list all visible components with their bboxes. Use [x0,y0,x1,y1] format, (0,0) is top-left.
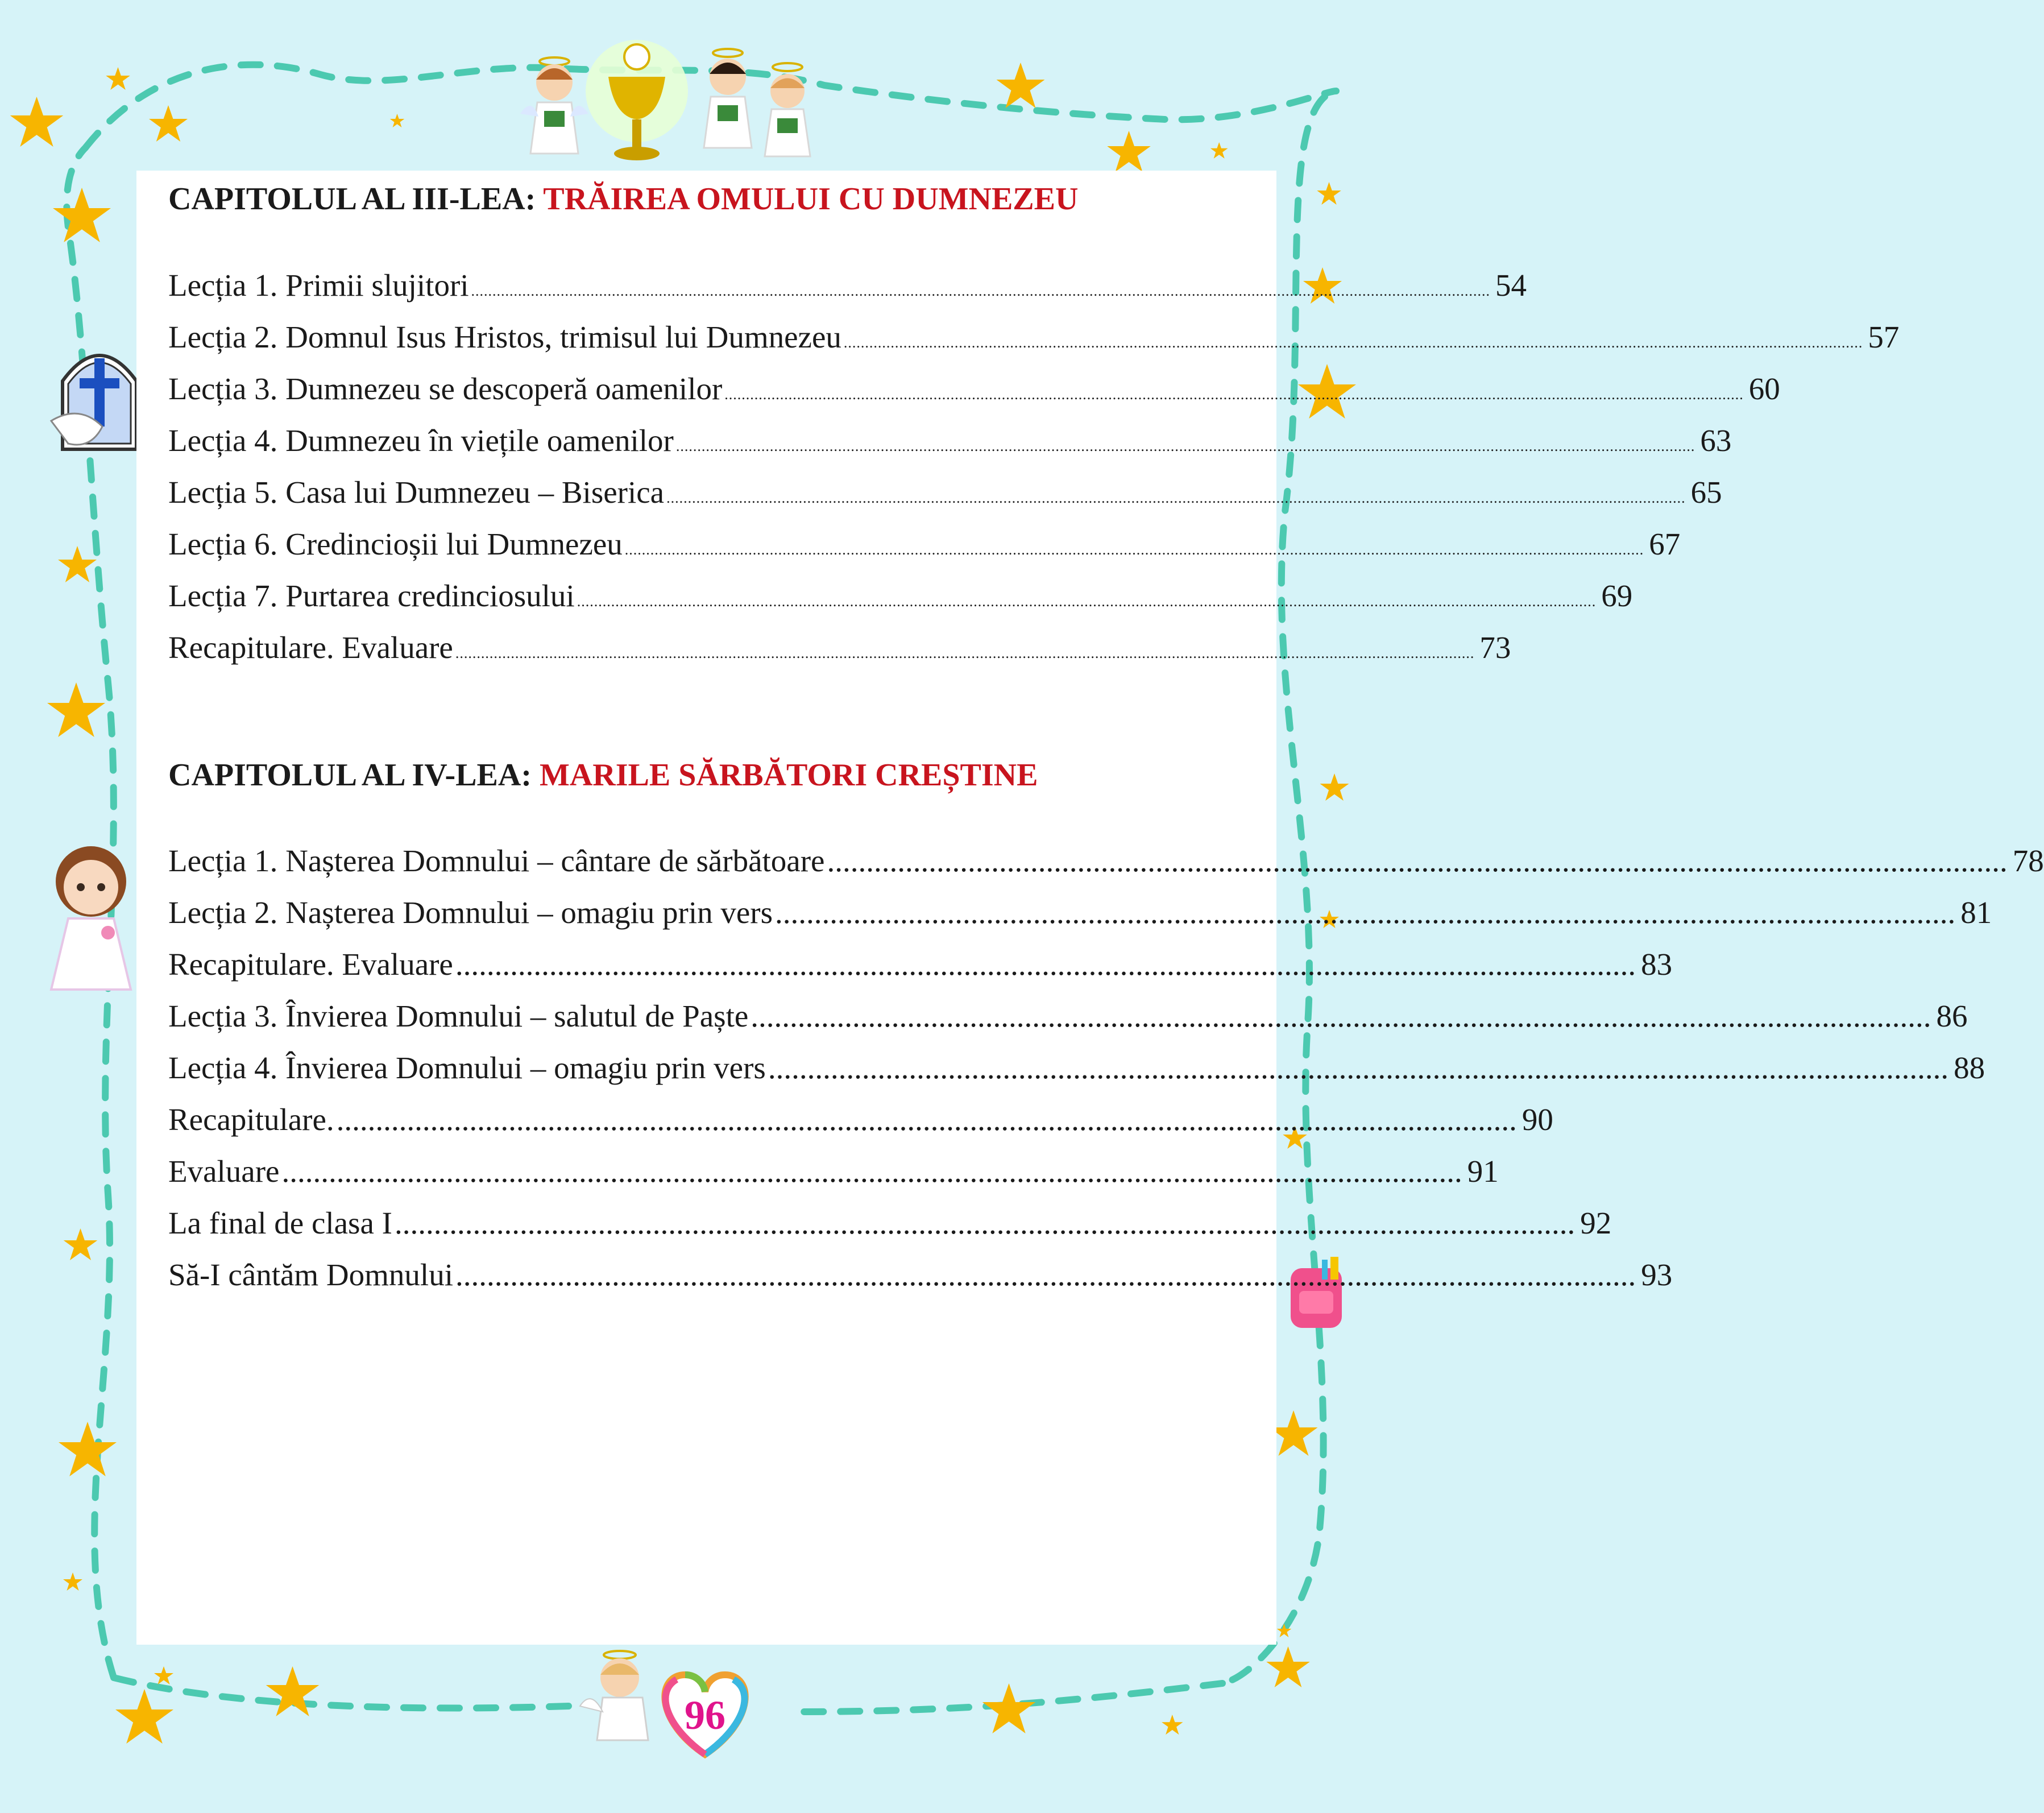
stained-glass-dove-icon [51,355,136,449]
toc-entry-title: Lecția 7. Purtarea credinciosului [168,578,575,613]
page-number: 96 [685,1692,725,1738]
girl-icon [51,846,131,990]
toc-entry-title: Recapitulare. Evaluare [168,947,453,982]
toc-entry[interactable] [168,895,1992,946]
toc-entry[interactable] [168,843,2044,895]
toc-entry-page: 60 [1748,371,1780,406]
angel-icon [704,49,752,148]
star-icon [997,63,1045,108]
star-icon [1317,182,1341,205]
toc-entry-title: Recapitulare. Evaluare [168,630,453,665]
star-icon [10,97,64,147]
star-icon [1107,131,1151,172]
toc-entry[interactable] [168,998,1968,1050]
star-icon [1162,1715,1183,1735]
star-icon [58,546,97,582]
star-icon [47,682,105,737]
toc-entry-title: Lecția 2. Domnul Isus Hristos, trimisul lui Dumnezeu [168,320,841,354]
toc-entry-title: Lecția 4. Învierea Domnului – omagiu prin vers [168,1050,766,1085]
toc-entry[interactable] [168,371,1780,423]
star-icon [63,1572,82,1591]
leader-dots: ............................................................................................................................................................................................................................................... [624,541,1644,558]
leader-dots: ............................................................................................................................................................................................................................................... [577,593,1597,610]
leader-dots: ....................................................................................................................................................... [455,1257,1636,1292]
toc-entry[interactable] [168,630,1511,681]
leader-dots: ............................................................................................................................................................................................................................................... [471,283,1491,299]
toc-entry[interactable] [168,526,1681,578]
leader-dots: ....................................................................................................................................................... [775,895,1956,930]
chapter-label: CAPITOLUL AL IV-LEA: [168,758,540,793]
star-icon [115,1689,173,1744]
leader-dots: ............................................................................................................................................................................................................................................... [666,490,1686,506]
toc-entry-title: Lecția 3. Dumnezeu se descoperă oamenilor [168,371,723,406]
star-icon [266,1666,320,1716]
star-icon [64,1228,98,1260]
toc-entry[interactable] [168,423,1732,474]
toc-entry-title: Lecția 1. Primii slujitori [168,268,469,303]
toc-entry-page: 86 [1936,999,1968,1033]
chapter-label: CAPITOLUL AL III-LEA: [168,181,544,217]
toc-entry-title: Lecția 2. Nașterea Domnului – omagiu prin vers [168,895,773,930]
toc-list [168,843,2044,1309]
leader-dots: ....................................................................................................................................................... [827,843,2008,878]
toc-entry-title: La final de clasa I [168,1206,392,1240]
toc-entry-title: Recapitulare. [168,1102,334,1137]
leader-dots: ............................................................................................................................................................................................................................................... [724,386,1744,403]
star-icon [1210,142,1228,159]
toc-entry-page: 65 [1690,475,1722,510]
star-icon [106,67,130,90]
toc-entry-page: 54 [1495,268,1527,303]
chapter-title: TRĂIREA OMULUI CU DUMNEZEU [543,181,1079,217]
toc-entry-page: 69 [1601,578,1633,613]
toc-entry[interactable] [168,1205,1612,1257]
toc-entry[interactable] [168,319,1900,371]
toc-entry-page: 81 [1960,895,1992,930]
toc-entry-page: 92 [1580,1206,1612,1240]
star-icon [390,114,405,127]
star-icon [154,1666,173,1684]
toc-entry[interactable] [168,267,1527,319]
toc-entry-title: Lecția 1. Nașterea Domnului – cântare de sărbătoare [168,843,825,878]
chapter-heading [168,181,1249,217]
leader-dots: ....................................................................................................................................................... [336,1102,1517,1137]
toc-entry-title: Evaluare [168,1154,280,1189]
toc-entry[interactable] [168,1102,1553,1153]
leader-dots: ....................................................................................................................................................... [394,1206,1576,1240]
star-icon [149,105,188,142]
leader-dots: ....................................................................................................................................................... [768,1050,1949,1085]
toc-list [168,267,1900,681]
toc-entry-title: Lecția 6. Credincioșii lui Dumnezeu [168,527,623,561]
toc-entry-page: 67 [1649,527,1681,561]
chalice-icon [586,40,688,160]
toc-entry-title: Să-I cântăm Domnului [168,1257,453,1292]
toc-entry-page: 63 [1700,423,1732,458]
star-icon [1270,1410,1318,1456]
toc-entry-page: 93 [1641,1257,1673,1292]
star-icon [53,188,111,242]
star-icon [1320,773,1349,801]
toc-entry[interactable] [168,474,1722,526]
toc-entry[interactable] [168,1257,1673,1309]
leader-dots: ............................................................................................................................................................................................................................................... [843,334,1863,351]
leader-dots: ....................................................................................................................................................... [455,947,1636,982]
leader-dots: ....................................................................................................................................................... [751,999,1931,1033]
star-icon [59,1422,117,1476]
chapter-title: MARILE SĂRBĂTORI CREȘTINE [539,758,1038,793]
toc-entry[interactable] [168,578,1633,630]
toc-entry-page: 91 [1467,1154,1499,1189]
star-icon [1266,1646,1310,1687]
toc-entry-title: Lecția 3. Învierea Domnului – salutul de Paște [168,999,749,1033]
praying-angel-icon [580,1651,648,1740]
leader-dots: ............................................................................................................................................................................................................................................... [455,645,1475,661]
toc-entry[interactable] [168,1153,1499,1205]
toc-entry[interactable] [168,1050,1985,1102]
toc-entry-page: 78 [2012,843,2044,878]
chapter-heading [168,757,1249,793]
toc-entry-title: Lecția 4. Dumnezeu în viețile oamenilor [168,423,674,458]
toc-entry-page: 57 [1868,320,1900,354]
toc-entry[interactable] [168,946,1673,998]
toc-entry-page: 83 [1641,947,1673,982]
leader-dots: ....................................................................................................................................................... [281,1154,1462,1189]
toc-entry-title: Lecția 5. Casa lui Dumnezeu – Biserica [168,475,665,510]
toc-entry-page: 88 [1954,1050,1985,1085]
leader-dots: ............................................................................................................................................................................................................................................... [675,438,1695,454]
toc-entry-page: 90 [1521,1102,1553,1137]
toc-entry-page: 73 [1479,630,1511,665]
